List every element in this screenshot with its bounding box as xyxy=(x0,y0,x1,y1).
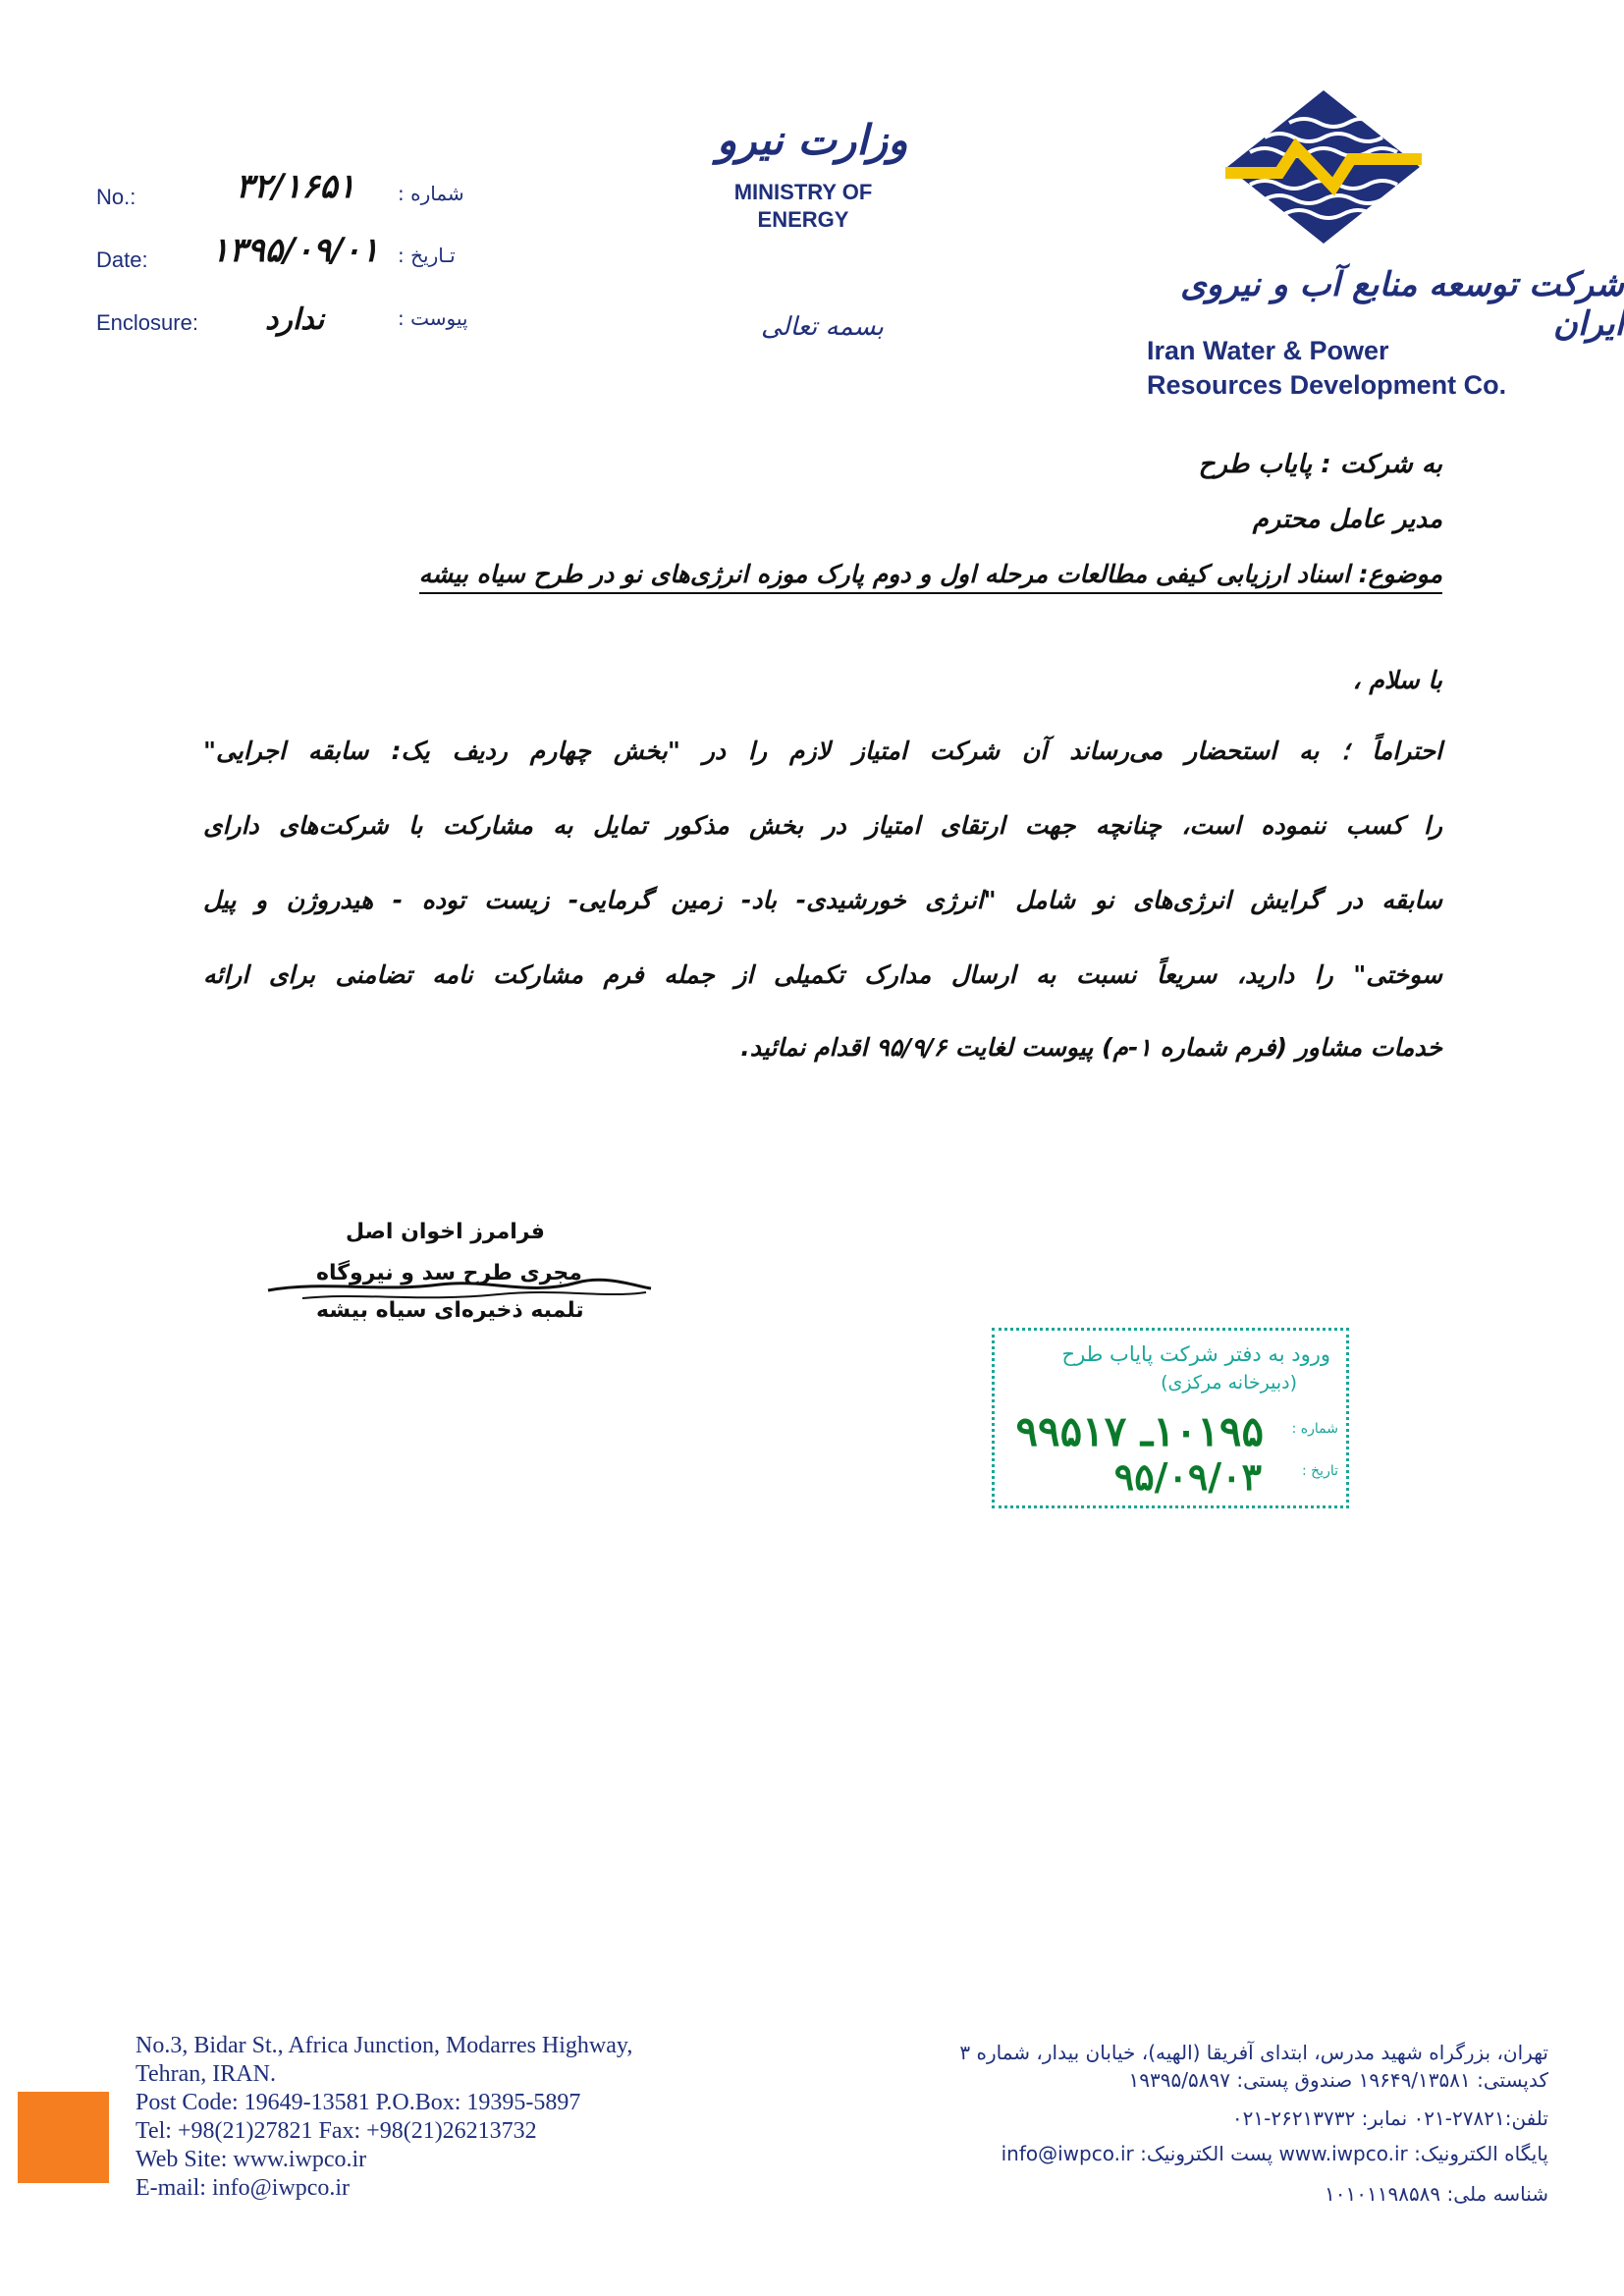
greeting: با سلام ، xyxy=(1352,666,1442,694)
ministry-name-fa: وزارت نیرو xyxy=(717,116,908,164)
footer-line-fa: تلفن:۲۷۸۲۱-۰۲۱ نمابر: ۲۶۲۱۳۷۳۲-۰۲۱ xyxy=(1231,2106,1548,2130)
body-line: احتراماً ؛ به استحضار می‌رساند آن شرکت امتیاز لازم را در "بخش چهارم ردیف یک: سابقه اجرایی" xyxy=(203,737,1442,765)
footer-line-fa: پایگاه الکترونیک: www.iwpco.ir پست الکترونیک: info@iwpco.ir xyxy=(1001,2142,1548,2165)
stamp-subtitle: (دبیرخانه مرکزی) xyxy=(1161,1372,1297,1394)
signatory-title: تلمبه ذخیره‌ای سیاه بیشه xyxy=(316,1298,584,1323)
number-label: No.: xyxy=(96,185,136,209)
ministry-name-en xyxy=(715,179,892,234)
footer-line: Tehran, IRAN. xyxy=(135,2061,276,2087)
body-line: سابقه در گرایش انرژی‌های نو شامل "انرژی خورشیدی- باد- زمین گرمایی- زیست توده - هیدروژن و پیل xyxy=(203,886,1442,914)
footer-line: No.3, Bidar St., Africa Junction, Modarres Highway, xyxy=(135,2033,633,2058)
signature-scribble xyxy=(263,1263,656,1322)
recipient: به شرکت : پایاب طرح xyxy=(1198,450,1442,479)
body-line: سوختی" را دارید، سریعاً نسبت به ارسال مدارک تکمیلی از جمله فرم مشارکت نامه تضامنی برای ارائه xyxy=(203,960,1442,989)
footer-accent-block xyxy=(18,2092,109,2183)
date-label-fa: تـاریخ : xyxy=(398,244,456,267)
footer-line-fa: تهران، بزرگراه شهید مدرس، ابتدای آفریقا (الهیه)، خیابان بیدار، شماره ۳ xyxy=(959,2041,1548,2064)
stamp-title: ورود به دفتر شرکت پایاب طرح xyxy=(1061,1342,1330,1366)
signatory-title: مجری طرح سد و نیروگاه xyxy=(316,1261,582,1285)
footer-line: Post Code: 19649-13581 P.O.Box: 19395-5897 xyxy=(135,2090,581,2115)
enclosure-label-fa: پیوست : xyxy=(398,306,468,330)
number-label-fa: شماره : xyxy=(398,182,464,205)
salutation-title: مدیر عامل محترم xyxy=(1252,505,1442,534)
company-name-en-line2: Resources Development Co. xyxy=(1147,370,1507,400)
body-line: را کسب ننموده است، چنانچه جهت ارتقای امتیاز در بخش مذکور تمایل به مشارکت با شرکت‌های دارای xyxy=(203,811,1442,840)
footer-line: E-mail: info@iwpco.ir xyxy=(135,2175,351,2201)
company-name-fa: شرکت توسعه منابع آب و نیروی ایران xyxy=(1180,265,1624,344)
signatory-name: فرامرز اخوان اصل xyxy=(346,1220,545,1244)
enclosure-value: ندارد xyxy=(265,302,325,337)
invocation: بسمه تعالی xyxy=(761,312,884,342)
stamp-date: ۹۵/۰۹/۰۳ xyxy=(1113,1454,1262,1499)
date-label: Date: xyxy=(96,247,148,272)
stamp-date-label: تاریخ : xyxy=(1301,1463,1338,1479)
footer-address-en xyxy=(135,2032,632,2203)
ministry-name-en-line2: ENERGY xyxy=(757,207,849,232)
footer-line: Tel: +98(21)27821 Fax: +98(21)26213732 xyxy=(135,2118,537,2144)
footer-line-fa: کدپستی: ۱۹۶۴۹/۱۳۵۸۱ صندوق پستی: ۱۹۳۹۵/۵۸۹۷ xyxy=(1128,2068,1548,2092)
footer-line-fa: شناسه ملی: ۱۰۱۰۱۱۹۸۵۸۹ xyxy=(1325,2182,1548,2206)
stamp-number-label: شماره : xyxy=(1291,1421,1338,1437)
ministry-name-en-line1: MINISTRY OF xyxy=(733,180,873,204)
footer-line: Web Site: www.iwpco.ir xyxy=(135,2147,367,2172)
letter-number: ۳۲/۱۶۵۱ xyxy=(236,167,355,206)
company-name-en-line1: Iran Water & Power xyxy=(1147,336,1389,365)
stamp-number: ۱۰۱۹۵ـ ۹۹۵۱۷ xyxy=(1015,1407,1264,1455)
enclosure-label: Enclosure: xyxy=(96,310,198,335)
subject: موضوع: اسناد ارزیابی کیفی مطالعات مرحله اول و دوم پارک موزه انرژی‌های نو در طرح سیاه بیشه xyxy=(419,560,1442,594)
letter-date: ۱۳۹۵/۰۹/۰۱ xyxy=(211,231,379,270)
company-name-en xyxy=(1147,334,1506,403)
body-line: خدمات مشاور (فرم شماره ۱-م) پیوست لغایت ۹۵/۹/۶ اقدام نمائید. xyxy=(740,1033,1442,1062)
received-stamp xyxy=(992,1328,1349,1508)
company-logo-icon xyxy=(1225,88,1422,246)
